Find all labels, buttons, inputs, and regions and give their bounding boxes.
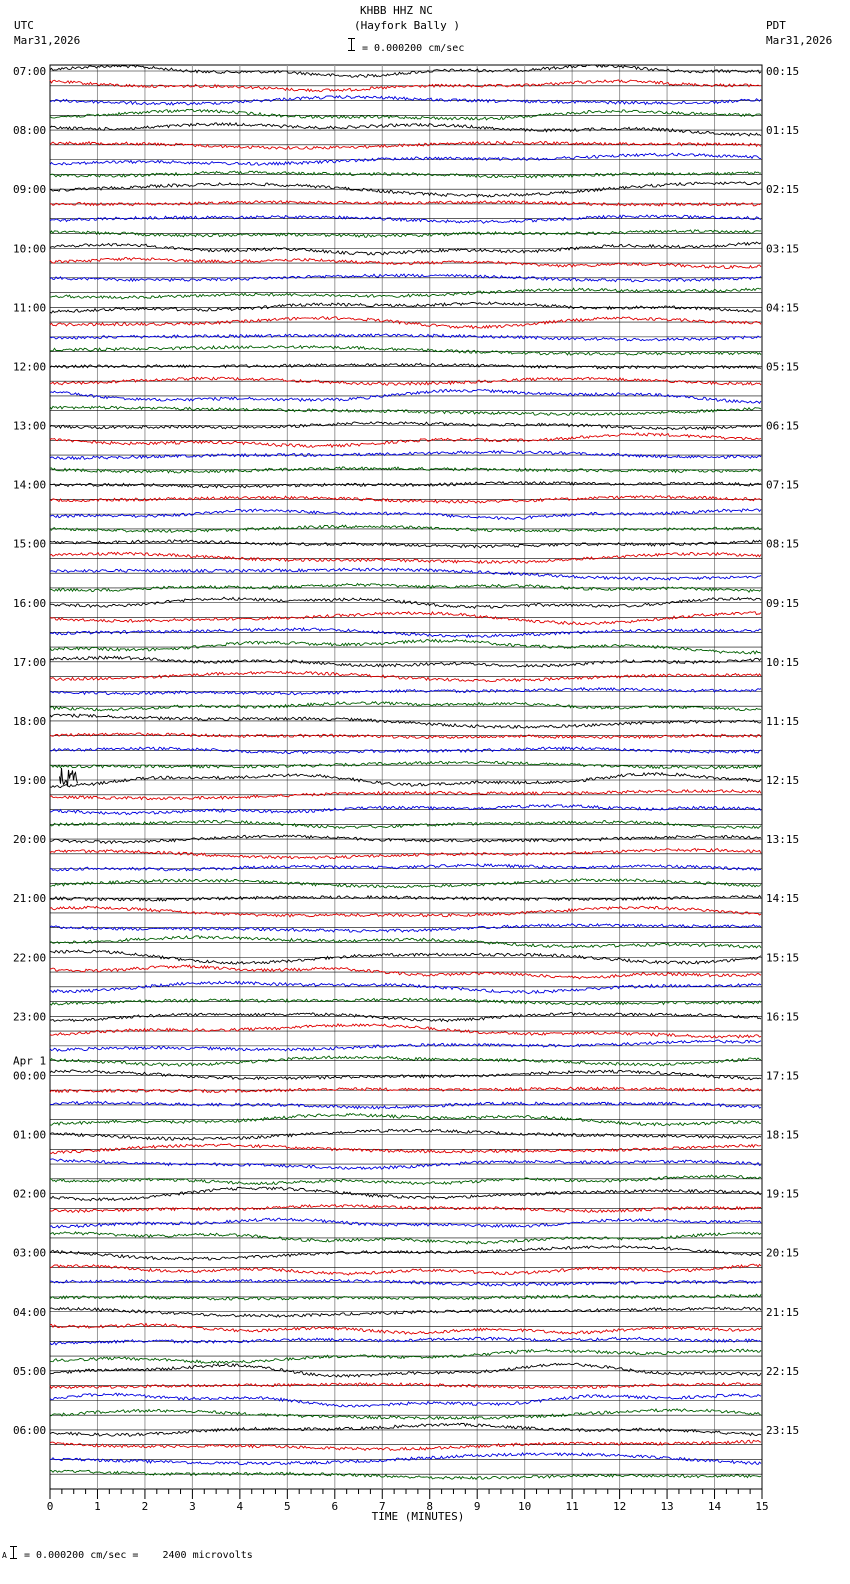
left-time-label: 21:00	[13, 892, 47, 906]
seismic-trace	[50, 1363, 761, 1377]
left-time-label: 00:00	[13, 1069, 47, 1083]
left-time-label: 22:00	[13, 951, 47, 965]
seismic-trace	[50, 906, 761, 917]
right-time-label: 08:15	[766, 537, 800, 551]
footer-scale-cap-bottom	[10, 1558, 17, 1559]
right-time-label: 19:15	[766, 1187, 800, 1201]
left-time-label: 17:00	[13, 655, 47, 669]
left-time-label: 05:00	[13, 1364, 47, 1378]
x-tick-label: 14	[707, 1500, 722, 1513]
right-time-label: 04:15	[766, 301, 800, 315]
seismic-trace	[50, 123, 761, 136]
seismic-trace	[50, 334, 761, 341]
seismic-trace	[50, 568, 761, 580]
right-time-label: 23:15	[766, 1423, 800, 1437]
x-tick-label: 10	[518, 1500, 532, 1513]
left-time-label: 06:00	[13, 1423, 47, 1437]
seismic-trace	[50, 1144, 761, 1154]
right-time-label: 10:15	[766, 655, 800, 669]
left-time-label: 03:00	[13, 1246, 47, 1260]
left-time-label: 12:00	[13, 360, 47, 374]
seismic-trace	[50, 1070, 761, 1080]
right-time-label: 20:15	[766, 1246, 800, 1260]
right-time-label: 03:15	[766, 242, 800, 256]
left-time-label: 09:00	[13, 183, 47, 197]
seismic-trace	[50, 1187, 761, 1201]
seismic-trace	[50, 1280, 761, 1286]
left-date-change-label: Apr 1	[13, 1054, 47, 1068]
seismic-trace	[50, 288, 761, 299]
right-time-label: 22:15	[766, 1364, 800, 1378]
left-time-label: 14:00	[13, 478, 47, 492]
seismic-trace	[50, 389, 761, 403]
footer-prefix: A	[2, 1551, 7, 1560]
right-time-label: 18:15	[766, 1128, 800, 1142]
left-time-label: 13:00	[13, 419, 47, 433]
x-tick-label: 15	[755, 1500, 769, 1513]
left-time-label: 19:00	[13, 774, 47, 787]
seismic-trace	[50, 1087, 761, 1093]
left-time-label: 11:00	[13, 301, 47, 315]
x-tick-label: 1	[94, 1500, 101, 1513]
seismic-trace	[50, 552, 761, 563]
left-time-label: 04:00	[13, 1305, 47, 1319]
right-date: Mar31,2026	[766, 34, 833, 47]
right-time-label: 01:15	[766, 124, 800, 138]
left-date: Mar31,2026	[14, 34, 81, 47]
x-tick-label: 4	[236, 1500, 244, 1513]
right-time-label: 15:15	[766, 951, 800, 965]
left-time-label: 15:00	[13, 537, 47, 551]
seismic-trace	[50, 1175, 761, 1185]
x-tick-label: 13	[660, 1500, 674, 1513]
seismic-trace	[50, 1337, 761, 1345]
left-timezone: UTC	[14, 19, 34, 32]
seismic-trace	[50, 1453, 761, 1465]
seismic-trace	[50, 936, 761, 948]
left-time-label: 01:00	[13, 1128, 47, 1142]
seismic-trace	[50, 141, 761, 149]
station-title: KHBB HHZ NC	[360, 4, 433, 17]
seismic-trace	[50, 628, 761, 637]
right-timezone: PDT	[766, 19, 786, 32]
x-tick-label: 12	[612, 1500, 627, 1513]
right-time-label: 14:15	[766, 892, 800, 906]
footer-scale-cap-top	[10, 1546, 17, 1547]
right-time-label: 06:15	[766, 419, 800, 433]
seismic-trace	[50, 215, 761, 223]
seismic-trace	[50, 1409, 761, 1419]
left-time-label: 02:00	[13, 1187, 47, 1201]
seismic-trace	[50, 612, 761, 625]
seismic-trace	[50, 109, 761, 120]
right-time-label: 17:15	[766, 1069, 800, 1083]
left-time-label: 08:00	[13, 124, 47, 138]
seismic-trace	[50, 1307, 761, 1317]
seismic-trace	[50, 1056, 761, 1066]
right-time-label: 12:15	[766, 774, 800, 787]
right-time-label: 16:15	[766, 1010, 800, 1024]
seismic-trace	[50, 1440, 761, 1450]
left-time-label: 10:00	[13, 242, 47, 256]
right-time-label: 11:15	[766, 714, 800, 728]
seismic-trace	[50, 864, 761, 871]
seismic-trace	[50, 201, 761, 206]
x-tick-label: 3	[189, 1500, 196, 1513]
seismic-trace	[50, 1013, 761, 1022]
x-tick-label: 8	[426, 1500, 434, 1513]
right-time-label: 07:15	[766, 478, 800, 492]
x-tick-label: 2	[141, 1500, 149, 1513]
seismic-trace	[50, 1470, 761, 1479]
left-time-label: 23:00	[13, 1010, 47, 1024]
x-tick-label: 7	[378, 1500, 386, 1513]
seismic-event-burst	[60, 768, 78, 786]
right-time-label: 00:15	[766, 65, 800, 78]
seismic-trace	[50, 981, 761, 993]
station-location: (Hayfork Bally )	[354, 19, 460, 32]
seismic-trace	[50, 153, 761, 165]
seismic-trace	[50, 639, 761, 653]
left-time-label: 20:00	[13, 833, 47, 847]
right-time-label: 21:15	[766, 1305, 800, 1319]
right-time-label: 02:15	[766, 183, 800, 197]
seismic-trace	[50, 1264, 761, 1275]
right-time-label: 05:15	[766, 360, 800, 374]
right-time-label: 13:15	[766, 833, 800, 847]
x-tick-label: 11	[565, 1500, 579, 1513]
left-time-label: 07:00	[13, 65, 47, 78]
right-time-label: 09:15	[766, 596, 800, 610]
seismic-trace	[50, 1324, 761, 1335]
x-tick-label: 6	[331, 1500, 339, 1513]
seismic-trace	[50, 1393, 761, 1407]
seismic-trace	[50, 346, 761, 355]
x-tick-label: 9	[473, 1500, 481, 1513]
footer-scale-text: = 0.000200 cm/sec = 2400 microvolts	[24, 1550, 253, 1561]
left-time-label: 18:00	[13, 714, 47, 728]
seismic-trace	[50, 363, 761, 369]
scale-label: = 0.000200 cm/sec	[362, 43, 465, 54]
seismic-trace	[50, 317, 761, 329]
x-axis-label: TIME (MINUTES)	[371, 1510, 465, 1523]
x-tick-label: 0	[46, 1500, 54, 1513]
left-time-label: 16:00	[13, 596, 47, 610]
x-tick-label: 5	[284, 1500, 291, 1513]
